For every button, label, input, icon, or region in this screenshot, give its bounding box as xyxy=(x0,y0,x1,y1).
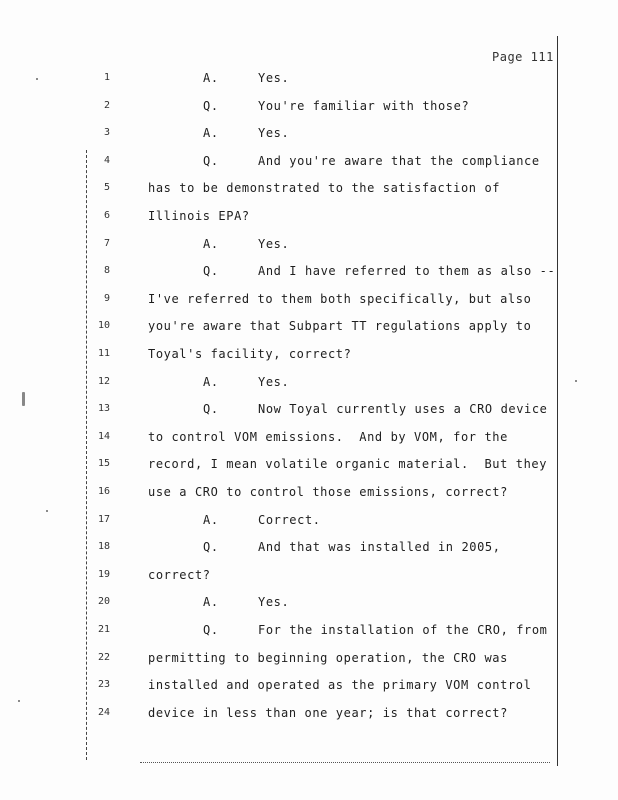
speaker-label: Q. xyxy=(203,540,219,555)
line-text: permitting to beginning operation, the CRO was xyxy=(148,650,508,665)
line-number: 24 xyxy=(97,706,110,718)
line-number: 12 xyxy=(97,375,110,387)
transcript-line xyxy=(0,234,560,254)
transcript-line xyxy=(0,510,560,530)
line-number: 15 xyxy=(97,458,110,470)
speaker-label: A. xyxy=(203,126,219,141)
line-text: Yes. xyxy=(258,374,290,389)
line-number: 8 xyxy=(103,265,110,277)
line-number: 14 xyxy=(97,430,110,442)
line-number: 17 xyxy=(97,513,110,525)
line-number: 18 xyxy=(97,541,110,553)
speaker-label: Q. xyxy=(203,264,219,279)
transcript-line xyxy=(0,703,560,723)
line-text: use a CRO to control those emissions, correct? xyxy=(148,485,508,499)
transcript-line xyxy=(0,151,560,171)
transcript-line xyxy=(0,206,560,226)
transcript-line xyxy=(0,427,560,447)
line-number: 21 xyxy=(97,624,110,635)
line-text: Now Toyal currently uses a CRO device xyxy=(258,402,548,417)
speaker-label: Q. xyxy=(203,402,219,417)
line-text: For the installation of the CRO, from xyxy=(258,623,548,637)
scan-speck xyxy=(22,392,25,406)
transcript-line xyxy=(0,565,560,585)
scan-speck xyxy=(18,700,20,702)
line-number: 6 xyxy=(103,210,110,221)
transcript-line xyxy=(0,399,560,419)
line-number: 7 xyxy=(103,237,110,249)
transcript-line xyxy=(0,344,560,364)
line-number: 4 xyxy=(103,154,110,166)
transcript-line xyxy=(0,454,560,474)
line-number: 13 xyxy=(97,403,110,415)
line-text: installed and operated as the primary VOM control xyxy=(148,678,532,693)
speaker-label: A. xyxy=(203,512,219,527)
line-text: Toyal's facility, correct? xyxy=(148,347,352,361)
speaker-label: Q. xyxy=(203,623,219,637)
transcript-line xyxy=(0,316,560,336)
transcript-line xyxy=(0,178,560,198)
line-text: And that was installed in 2005, xyxy=(258,540,501,555)
line-text: Yes. xyxy=(258,71,290,85)
line-text: you're aware that Subpart TT regulations apply to xyxy=(148,319,532,334)
scan-speck xyxy=(46,510,48,512)
transcript-line xyxy=(0,261,560,281)
speaker-label: A. xyxy=(203,595,219,610)
page-number: Page 111 xyxy=(492,50,554,64)
speaker-label: A. xyxy=(203,236,219,251)
scan-speck xyxy=(36,78,38,80)
transcript-line xyxy=(0,289,560,309)
transcript-line xyxy=(0,372,560,392)
speaker-label: A. xyxy=(203,374,219,389)
transcript-line xyxy=(0,620,560,640)
line-text: record, I mean volatile organic material. But they xyxy=(148,457,548,472)
line-number: 3 xyxy=(103,127,110,139)
scan-speck xyxy=(575,380,577,382)
line-text: to control VOM emissions. And by VOM, for the xyxy=(148,429,508,444)
line-text: You're familiar with those? xyxy=(258,98,470,113)
transcript-line xyxy=(0,96,560,116)
line-text: device in less than one year; is that correct? xyxy=(148,705,508,720)
speaker-label: A. xyxy=(203,71,219,85)
transcript-line xyxy=(0,537,560,557)
line-text: I've referred to them both specifically, but also xyxy=(148,291,532,306)
line-number: 2 xyxy=(103,99,110,111)
speaker-label: Q. xyxy=(203,153,219,168)
line-text: correct? xyxy=(148,567,211,582)
line-text: has to be demonstrated to the satisfaction of xyxy=(148,181,501,196)
line-number: 16 xyxy=(97,486,110,497)
line-number: 23 xyxy=(97,679,110,691)
line-number: 20 xyxy=(97,596,110,608)
line-number: 1 xyxy=(103,72,110,83)
transcript-line xyxy=(0,675,560,695)
line-text: Yes. xyxy=(258,126,290,141)
transcript-line xyxy=(0,592,560,612)
speaker-label: Q. xyxy=(203,98,219,113)
transcript-line xyxy=(0,123,560,143)
line-number: 22 xyxy=(97,651,110,663)
line-number: 5 xyxy=(103,182,110,194)
line-text: Yes. xyxy=(258,236,290,251)
line-text: And I have referred to them as also -- xyxy=(258,264,556,279)
line-text: Illinois EPA? xyxy=(148,209,250,223)
line-text: And you're aware that the compliance xyxy=(258,153,540,168)
transcript-line xyxy=(0,68,560,88)
line-number: 9 xyxy=(103,292,110,304)
transcript-line xyxy=(0,482,560,502)
line-text: Correct. xyxy=(258,512,321,527)
line-number: 10 xyxy=(97,320,110,332)
line-text: Yes. xyxy=(258,595,290,610)
transcript-line xyxy=(0,648,560,668)
line-number: 11 xyxy=(97,348,110,359)
line-number: 19 xyxy=(97,568,110,580)
